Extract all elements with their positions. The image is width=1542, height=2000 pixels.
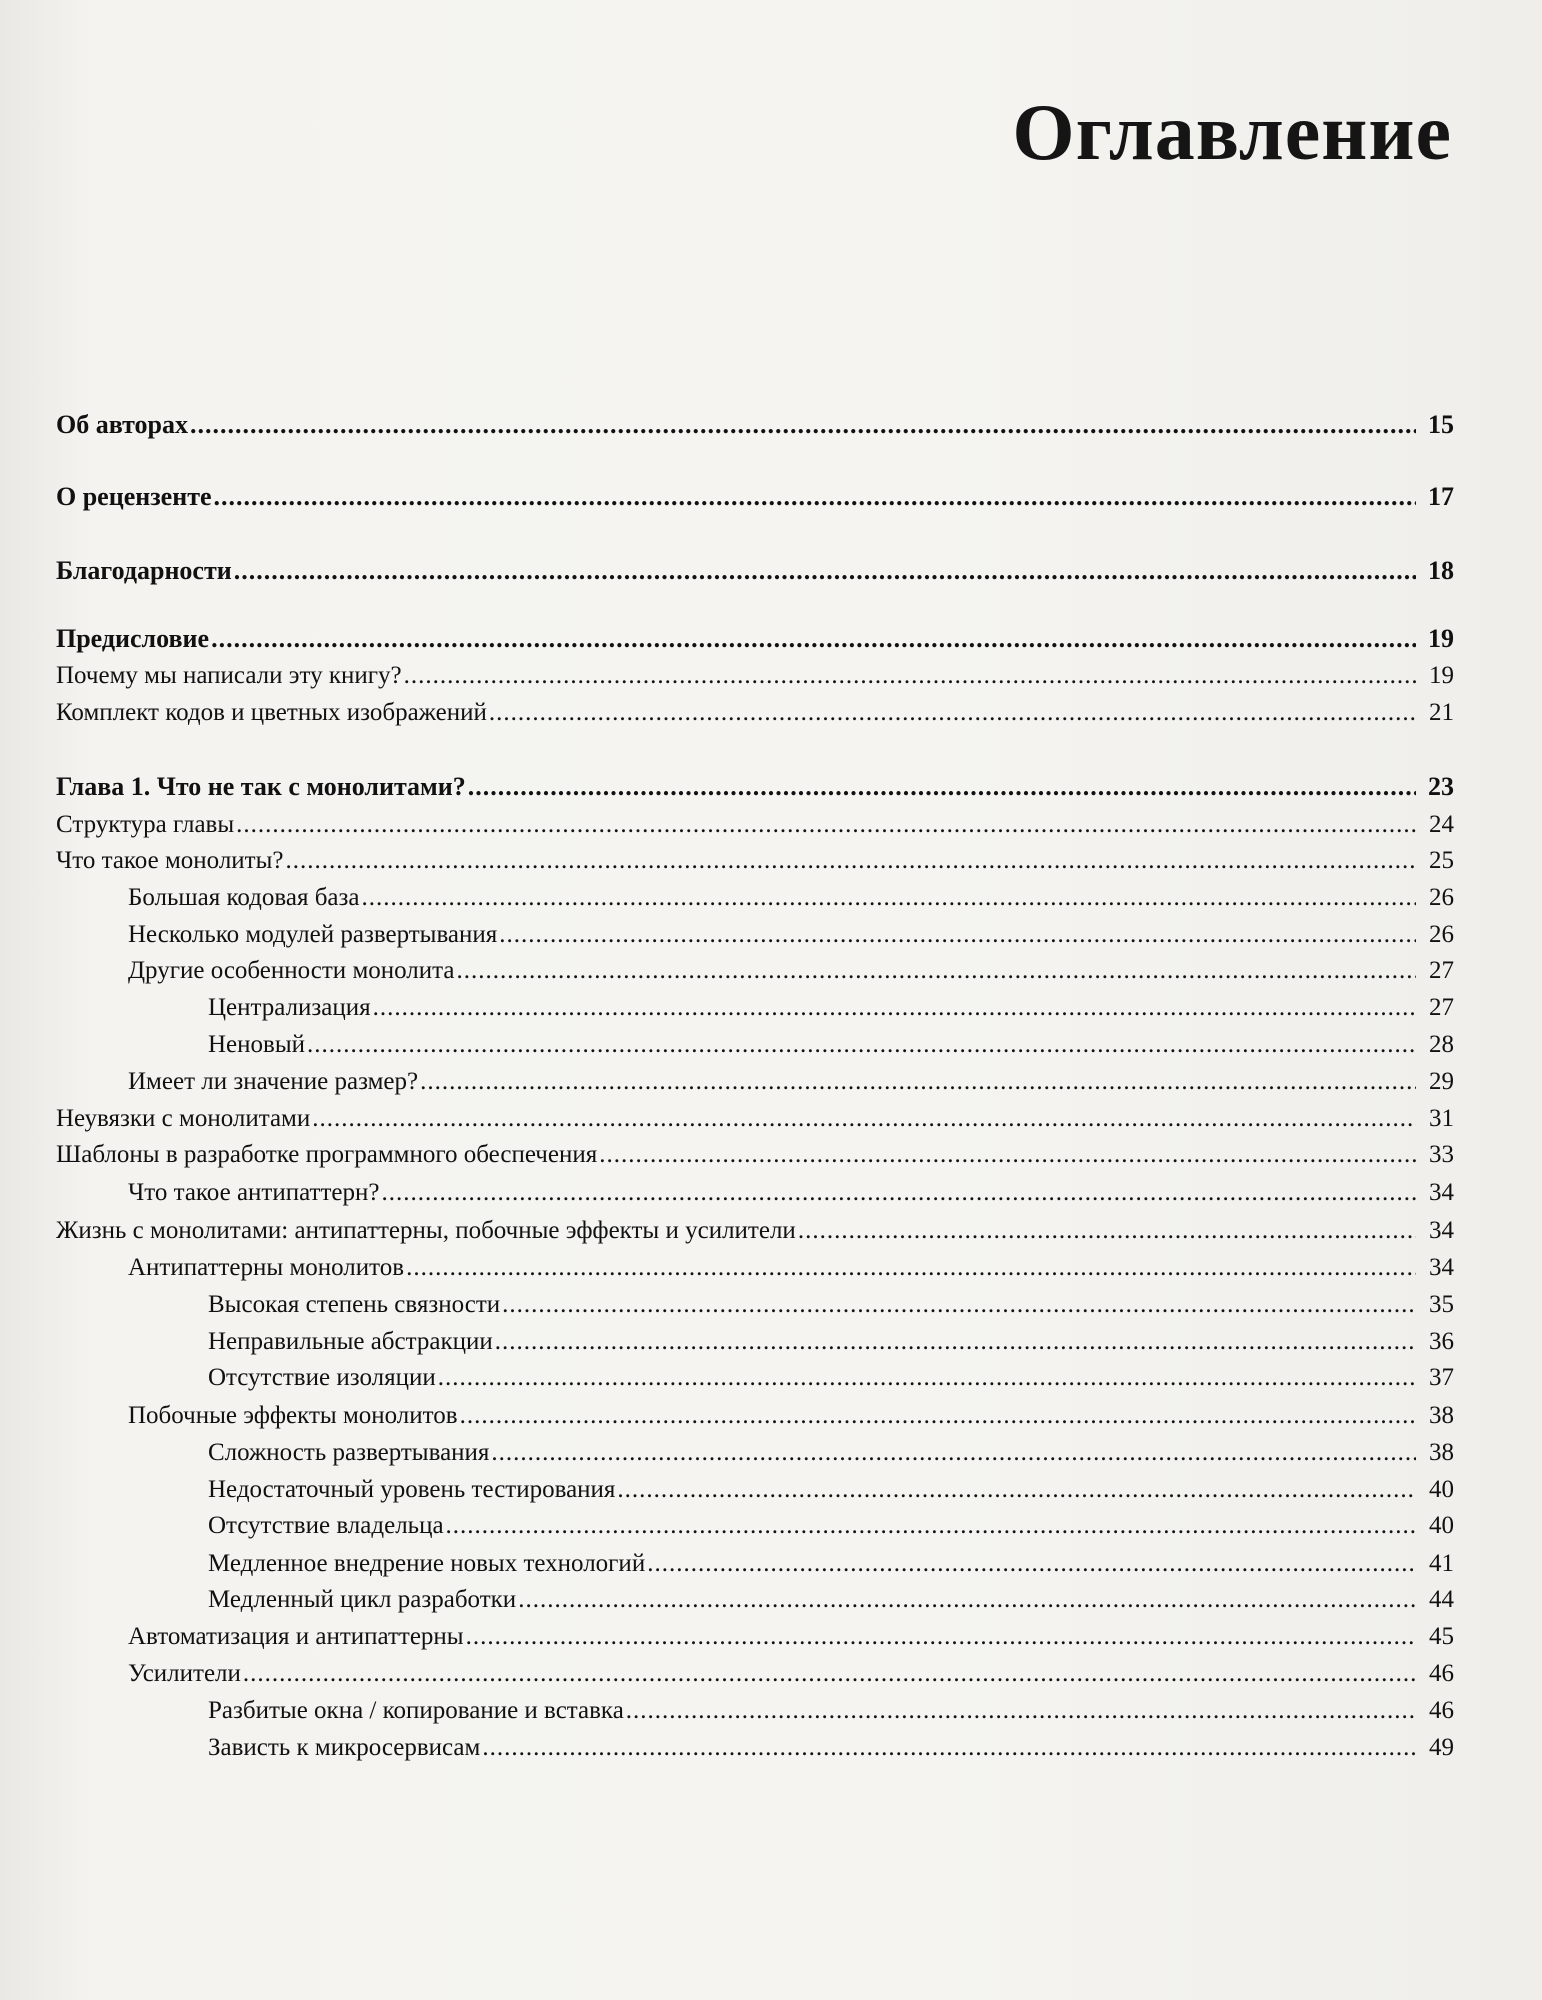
toc-leader-dots [491, 1436, 1416, 1470]
toc-entry-title: Что такое монолиты? [56, 847, 284, 874]
toc-entry-page: 36 [1429, 1328, 1454, 1355]
toc-leader-dots [446, 1509, 1416, 1543]
toc-leader-dots [214, 480, 1416, 514]
toc-entry-page: 26 [1429, 921, 1454, 948]
toc-entry [56, 918, 1454, 952]
toc-entry-title: Медленный цикл разработки [208, 1586, 517, 1613]
toc-entry-title: Отсутствие изоляции [208, 1364, 436, 1391]
toc-entry [56, 696, 1454, 730]
toc-entry-title: Медленное внедрение новых технологий [208, 1550, 646, 1577]
toc-entry [56, 1583, 1454, 1617]
toc-entry-page: 31 [1429, 1105, 1454, 1132]
toc-entry-title: Централизация [208, 994, 371, 1021]
toc-entry-title: Неновый [208, 1031, 306, 1058]
toc-entry [56, 1399, 1454, 1433]
toc-entry-page: 18 [1428, 556, 1454, 585]
toc-leader-dots [312, 1102, 1416, 1136]
toc-entry-page: 34 [1429, 1254, 1454, 1281]
toc-entry-title: Антипаттерны монолитов [128, 1254, 405, 1281]
toc-entry [56, 659, 1454, 693]
toc-entry [56, 1138, 1454, 1172]
toc-entry [56, 1436, 1454, 1470]
toc-entry [56, 1325, 1454, 1359]
toc-entry-page: 44 [1429, 1586, 1454, 1613]
toc-entry-title: Сложность развертывания [208, 1439, 490, 1466]
toc-leader-dots [457, 954, 1417, 988]
toc-leader-dots [236, 808, 1416, 842]
toc-leader-dots [404, 659, 1416, 693]
toc-entry [56, 1028, 1454, 1062]
toc-entry-page: 29 [1429, 1068, 1454, 1095]
toc-entry [56, 1620, 1454, 1654]
toc-entry-page: 49 [1429, 1734, 1454, 1761]
toc-entry-title: Об авторах [56, 410, 189, 439]
page-title: Оглавление [1012, 89, 1452, 177]
toc-entry-title: Почему мы написали эту книгу? [56, 662, 402, 689]
toc-entry [56, 1509, 1454, 1543]
toc-leader-dots [798, 1214, 1416, 1248]
toc-leader-dots [373, 991, 1416, 1025]
toc-entry [56, 1694, 1454, 1728]
toc-leader-dots [438, 1361, 1416, 1395]
toc-entry-page: 46 [1429, 1660, 1454, 1687]
toc-entry [56, 1731, 1454, 1765]
toc-entry [56, 808, 1454, 842]
toc-entry [56, 844, 1454, 878]
toc-entry-page: 33 [1429, 1141, 1454, 1168]
toc-leader-dots [468, 770, 1416, 804]
toc-entry-title: Структура главы [56, 811, 235, 838]
toc-leader-dots [381, 1176, 1416, 1210]
toc-entry [56, 1251, 1454, 1285]
toc-entry-page: 46 [1429, 1697, 1454, 1724]
toc-entry-title: Глава 1. Что не так с монолитами? [56, 772, 466, 801]
toc-leader-dots [626, 1694, 1416, 1728]
toc-leader-dots [361, 881, 1416, 915]
toc-entry-page: 34 [1429, 1217, 1454, 1244]
toc-entry [56, 1657, 1454, 1691]
toc-entry-page: 28 [1429, 1031, 1454, 1058]
toc-leader-dots [495, 1325, 1416, 1359]
toc-entry-title: Отсутствие владельца [208, 1512, 444, 1539]
toc-leader-dots [307, 1028, 1416, 1062]
toc-entry-title: Предисловие [56, 624, 210, 653]
toc-entry-title: Жизнь с монолитами: антипаттерны, побочные эффекты и усилители [56, 1217, 796, 1244]
toc-entry-title: О рецензенте [56, 482, 212, 511]
toc-entry [56, 1473, 1454, 1507]
toc-entry-page: 41 [1429, 1550, 1454, 1577]
toc-leader-dots [286, 844, 1417, 878]
toc-entry-page: 27 [1429, 957, 1454, 984]
toc-leader-dots [599, 1138, 1416, 1172]
toc-leader-dots [499, 918, 1416, 952]
toc-entry [56, 1214, 1454, 1248]
toc-leader-dots [420, 1065, 1416, 1099]
toc-entry-page: 34 [1429, 1179, 1454, 1206]
toc-entry [56, 1065, 1454, 1099]
toc-entry-title: Побочные эффекты монолитов [128, 1402, 458, 1429]
toc-leader-dots [647, 1547, 1416, 1581]
toc-entry-page: 35 [1429, 1291, 1454, 1318]
toc-entry-title: Большая кодовая база [128, 884, 360, 911]
toc-leader-dots [460, 1399, 1416, 1433]
toc-entry [56, 480, 1454, 514]
toc-entry-title: Неувязки с монолитами [56, 1105, 311, 1132]
toc-entry [56, 1547, 1454, 1581]
toc-entry [56, 954, 1454, 988]
toc-leader-dots [502, 1288, 1416, 1322]
toc-entry-title: Высокая степень связности [208, 1291, 501, 1318]
toc-leader-dots [489, 696, 1416, 730]
toc-entry-title: Усилители [128, 1660, 241, 1687]
toc-leader-dots [482, 1731, 1416, 1765]
toc-entry-title: Комплект кодов и цветных изображений [56, 699, 487, 726]
toc-entry-page: 19 [1429, 662, 1454, 689]
toc-entry-page: 45 [1429, 1623, 1454, 1650]
toc-entry [56, 1361, 1454, 1395]
toc-entry [56, 1102, 1454, 1136]
toc-entry-page: 40 [1429, 1476, 1454, 1503]
toc-leader-dots [406, 1251, 1416, 1285]
toc-entry [56, 991, 1454, 1025]
toc-entry [56, 770, 1454, 804]
toc-entry-page: 21 [1429, 699, 1454, 726]
toc-entry [56, 1288, 1454, 1322]
toc-leader-dots [617, 1473, 1416, 1507]
toc-entry-page: 23 [1428, 772, 1454, 801]
toc-entry-title: Имеет ли значение размер? [128, 1068, 419, 1095]
toc-entry-page: 38 [1429, 1439, 1454, 1466]
toc-entry-title: Благодарности [56, 556, 232, 585]
toc-entry-page: 19 [1428, 624, 1454, 653]
toc-entry-page: 40 [1429, 1512, 1454, 1539]
toc-entry [56, 1176, 1454, 1210]
toc-leader-dots [211, 622, 1416, 656]
toc-entry-page: 38 [1429, 1402, 1454, 1429]
toc-entry [56, 881, 1454, 915]
toc-entry-title: Разбитые окна / копирование и вставка [208, 1697, 624, 1724]
toc-entry [56, 554, 1454, 588]
toc-entry-title: Автоматизация и антипаттерны [128, 1623, 464, 1650]
toc-entry-title: Другие особенности монолита [128, 957, 455, 984]
toc-leader-dots [466, 1620, 1416, 1654]
toc-entry-page: 26 [1429, 884, 1454, 911]
toc-entry-title: Шаблоны в разработке программного обеспечения [56, 1141, 598, 1168]
toc-entry-title: Зависть к микросервисам [208, 1734, 481, 1761]
toc-entry-title: Недостаточный уровень тестирования [208, 1476, 616, 1503]
toc-entry-page: 37 [1429, 1364, 1454, 1391]
toc-entry-page: 17 [1428, 482, 1454, 511]
toc-leader-dots [243, 1657, 1416, 1691]
toc-entry-page: 24 [1429, 811, 1454, 838]
toc-entry-page: 27 [1429, 994, 1454, 1021]
toc-leader-dots [190, 408, 1416, 442]
toc-leader-dots [234, 554, 1416, 588]
toc-entry [56, 622, 1454, 656]
toc-leader-dots [518, 1583, 1416, 1617]
toc-entry-title: Неправильные абстракции [208, 1328, 493, 1355]
toc-entry-page: 15 [1428, 410, 1454, 439]
toc-entry-page: 25 [1429, 847, 1454, 874]
toc-entry-title: Несколько модулей развертывания [128, 921, 498, 948]
toc-entry [56, 408, 1454, 442]
toc-entry-title: Что такое антипаттерн? [128, 1179, 380, 1206]
